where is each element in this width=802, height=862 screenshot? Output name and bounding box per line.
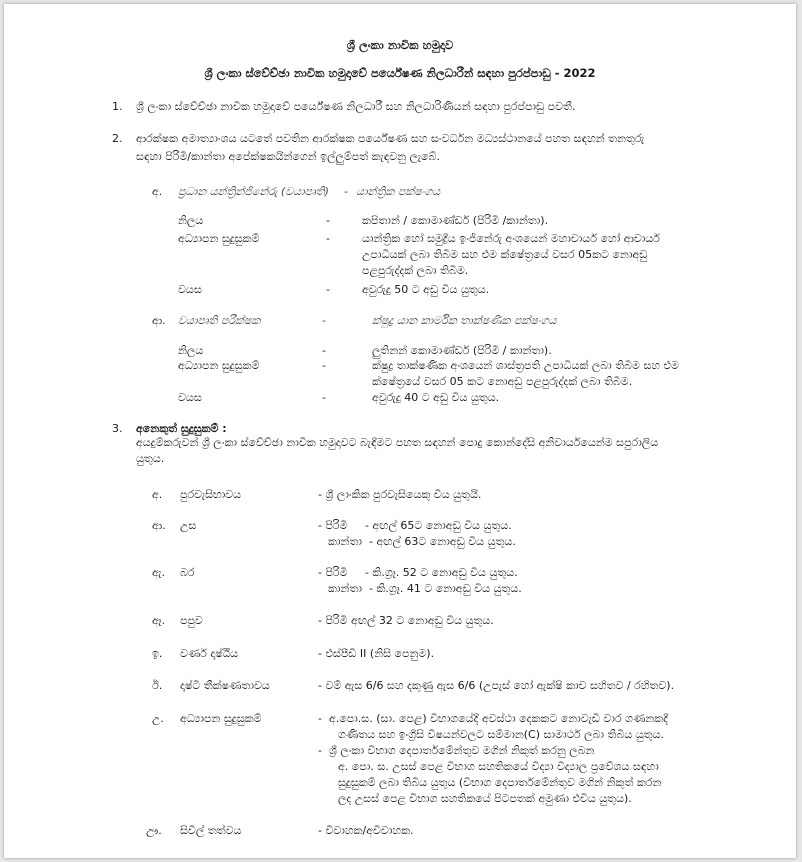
req-chest-key: පපුව xyxy=(180,614,203,627)
req-e-label: ඉ. xyxy=(152,647,163,660)
req-education-line-4: අ. පො. ස. උසස් පෙළ විභාග සහතිකයේ විද්‍යා විද්‍යාල ප්‍රවේශය සඳහා xyxy=(338,760,659,773)
post-b-age-value: අවුරුදු 40 ට අඩු විය යුතුය. xyxy=(372,391,500,404)
req-weight-female: කාන්තා - කි.ග්‍රෑ. 41 ට නොඅඩු විය යුතුය. xyxy=(328,582,522,595)
req-d-label: ඈ. xyxy=(152,614,166,627)
req-height-key: උස xyxy=(180,519,197,532)
org-heading: ශ්‍රී ලංකා නාවික හමුදාව xyxy=(346,38,454,52)
post-b-education-line-1: ක්ෂුද්‍ර තාක්ෂණික අංශයෙන් ශාස්ත්‍රපති උපාධියක් ලබා තිබීම සහ එම xyxy=(372,359,679,372)
req-education-key: අධ්‍යාපන සුදුසුකම් xyxy=(180,712,262,725)
document-title: ශ්‍රී ලංකා ස්වේච්ඡා නාවික හමුදාවේ පර්යේෂණ නිලධාරීන් සඳහා පුරප්පාඩු - 2022 xyxy=(204,66,596,80)
req-visual-acuity-key: දෘෂ්ටි තීක්ෂණතාවය xyxy=(180,679,270,692)
post-b-age-dash: - xyxy=(322,391,326,404)
section-2-line-2: සඳහා පිරිමි/කාන්තා අපේක්ෂකයින්ගෙන් ඉල්ලුම්පත් කැඳවනු ලැබේ. xyxy=(136,150,440,163)
req-a-label: අ. xyxy=(152,488,163,501)
post-a-label: අ. xyxy=(152,185,163,198)
post-a-age-key: වයස xyxy=(178,283,202,296)
section-1-number: 1. xyxy=(112,100,123,113)
post-b-rank-value: ලුතිනන් කොමාණ්ඩර් (පිරිමි / කාන්තා). xyxy=(372,344,552,357)
post-b-dash: - xyxy=(322,314,326,327)
post-a-rank-dash: - xyxy=(326,214,330,227)
post-a-education-line-3: පළපුරුද්දක් ලබා තිබීම. xyxy=(362,264,469,277)
post-a-age-dash: - xyxy=(326,283,330,296)
req-civil-status-value: - විවාහක/අවිවාහක. xyxy=(318,824,414,837)
req-c-label: ඇ. xyxy=(152,566,166,579)
post-b-rank-key: නිලය xyxy=(178,344,204,357)
req-h-label: ඌ. xyxy=(146,824,162,837)
req-b-label: ආ. xyxy=(152,519,166,532)
post-a-branch: යාන්ත්‍රික පක්ෂංගය xyxy=(356,185,441,198)
post-b-rank-dash: - xyxy=(322,344,326,357)
req-weight-key: බර xyxy=(180,566,195,579)
section-2-number: 2. xyxy=(112,132,123,145)
section-3-number: 3. xyxy=(112,422,123,435)
post-b-education-key: අධ්‍යාපන සුදුසුකම් xyxy=(178,359,260,372)
section-3-intro-line-2: යුතුය. xyxy=(136,452,165,465)
post-a-education-key: අධ්‍යාපන සුදුසුකම් xyxy=(178,232,260,245)
req-education-line-2: ගණිතය සහ ඉංග්‍රීසි විෂයන්වලට සම්මාන(C) සාමාර්ථ ලබා තිබිය යුතුය. xyxy=(338,728,664,741)
post-b-education-dash: - xyxy=(322,359,326,372)
req-f-label: ඊ. xyxy=(152,679,163,692)
post-a-education-line-2: උපාධියක් ලබා තිබීම සහ එම ක්ෂේත්‍රයේ වසර 05කට නොඅඩු xyxy=(362,248,648,261)
post-b-education-line-2: ක්ෂේත්‍රයේ වසර 05 කට නොඅඩු පළපුරුද්දක් ලබා තිබීම. xyxy=(372,375,633,388)
post-b-age-key: වයස xyxy=(178,391,202,404)
post-a-rank-key: නිලය xyxy=(178,214,204,227)
req-height-male: - පිරිමි - අඟල් 65ට නොඅඩු විය යුතුය. xyxy=(318,519,512,532)
req-height-female: කාන්තා - අඟල් 63ට නොඅඩු විය යුතුය. xyxy=(328,535,516,548)
req-citizenship-key: පුරවැසිභාවය xyxy=(180,488,242,501)
req-g-label: උ. xyxy=(152,712,164,725)
req-colour-vision-key: වර්ණ දෘෂ්ඨිය xyxy=(180,647,239,660)
document-page xyxy=(4,4,796,858)
req-education-line-1: - අ.පො.ස. (සා. පෙළ) විභාගයේදී අවස්ථා දෙකකට නොවැඩි වාර ගණනකදී xyxy=(318,712,669,725)
section-3-heading: අනෙකුත් සුදුසුකම් : xyxy=(136,422,227,435)
section-1-text: ශ්‍රී ලංකා ස්වේච්ඡා නාවික හමුදාවේ පර්යේෂණ නිලධාරී සහ නිලධාරිණියන් සඳහා පුරප්පාඩු පවතී. xyxy=(136,100,576,113)
post-b-label: ආ. xyxy=(152,314,166,327)
post-a-age-value: අවුරුදු 50 ට අඩු විය යුතුය. xyxy=(362,283,490,296)
post-a-education-line-1: යාන්ත්‍රික හෝ සමුද්‍රීය ඉංජිනේරු අංශයෙන් මහාචාර්ය හෝ ආචාර්ය xyxy=(362,232,660,245)
req-visual-acuity-value: - වම් ඇස 6/6 සහ දකුණු ඇස 6/6 (උපැස් හෝ ඇක්ෂි කාච සහිතව / රහිතව). xyxy=(318,679,675,692)
post-a-title: ප්‍රධාන යන්ත්‍රින්ජිනේරු (වයාපෘති) xyxy=(178,185,329,198)
req-education-line-6: ලද උසස් පෙළ විභාග සහතිකයේ පිටපතක් අමුණා එවිය යුතුය). xyxy=(338,792,632,805)
req-citizenship-value: - ශ්‍රී ලාංකික පුරවැසියෙකු විය යුතුයි. xyxy=(318,488,482,501)
req-weight-male: - පිරිමි - කි.ග්‍රෑ. 52 ට නොඅඩු විය යුතුය. xyxy=(318,566,518,579)
section-2-line-1: ආරක්ෂක අමාත්‍යාංශය යටතේ පවතින ආරක්ෂක පර්යේෂණ සහ සංවර්ධන මධ්‍යස්ථානයේ පහත සඳහන් තනතුරු xyxy=(136,132,645,145)
post-b-branch: ක්ෂුද්‍ර යාන කාර්මික තාක්ෂණික පක්ෂංගය xyxy=(372,314,557,327)
post-b-title: වයාපෘති පරීක්ෂක xyxy=(178,314,261,327)
req-civil-status-key: සිවිල් තත්වය xyxy=(180,824,242,837)
req-colour-vision-value: - එස්පීඩී II (නිසි පෙනුම). xyxy=(318,647,435,660)
req-education-line-5: සුදුසුකම් ලබා තිබිය යුතුය (විභාග දෙපාර්තමේන්තුව මගින් නිකුත් කරන xyxy=(338,776,662,789)
post-a-dash: - xyxy=(344,185,348,198)
req-chest-value: - පිරිමි අඟල් 32 ට නොඅඩු විය යුතුය. xyxy=(318,614,494,627)
post-a-rank-value: කපිතාන් / කොමාණ්ඩර් (පිරිමි /කාන්තා). xyxy=(362,214,549,227)
post-a-education-dash: - xyxy=(326,232,330,245)
req-education-line-3: - ශ්‍රී ලංකා විභාග දෙපාර්තමේන්තුව මගින් නිකුත් කරනු ලබන xyxy=(318,744,595,757)
section-3-intro-line-1: අයදුම්කරුවන් ශ්‍රී ලංකා ස්වේච්ඡා නාවික හමුදාවට බැඳීමට පහත සඳහන් පොදු කොන්දේසි අනිවාර්යයෙන්ම සපුරාලිය xyxy=(136,436,659,449)
